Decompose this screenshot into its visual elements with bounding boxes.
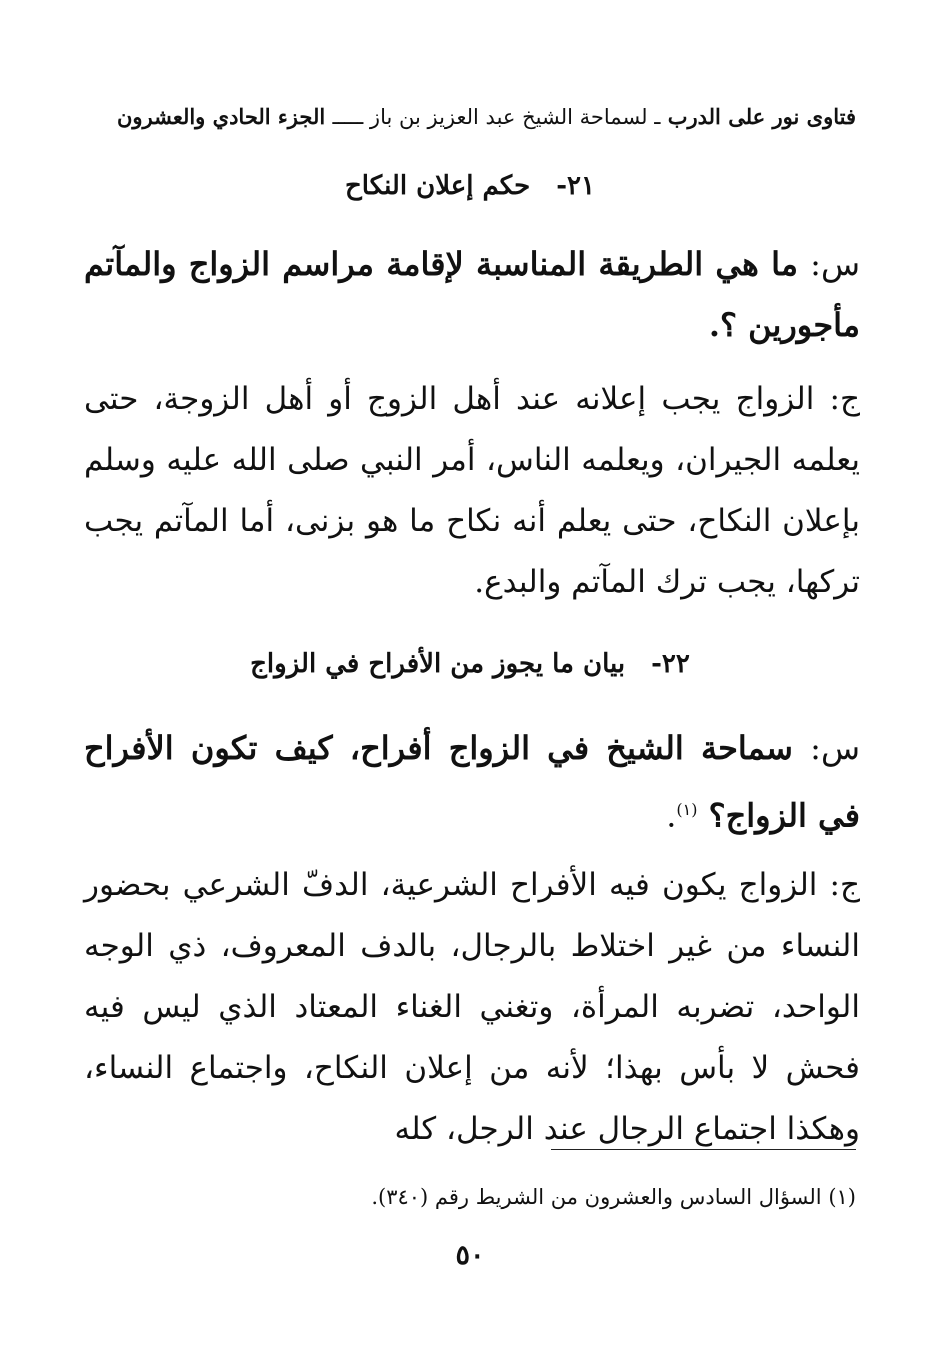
section-number: ٢١- (556, 171, 595, 201)
question-text: سماحة الشيخ في الزواج أفراح، كيف تكون الأفراح في الزواج؟ (84, 729, 860, 835)
section-heading (0, 644, 940, 684)
section-heading (0, 166, 940, 206)
question-end: . (666, 796, 677, 835)
answer-paragraph (84, 855, 860, 1160)
author-line: ـ لسماحة الشيخ عبد العزيز بن باز ـــــ (332, 105, 661, 129)
question-paragraph (84, 234, 860, 356)
question-label: س: (810, 729, 861, 767)
footnote-separator (551, 1149, 856, 1150)
answer-text: ج: الزواج يكون فيه الأفراح الشرعية، الدفّ الشرعي بحضور النساء من غير اختلاط بالرجال، بالدف المعروف، ذي الوجه الواحد، تضربه المرأة، وتغني الغناء المعتاد الذي ليس فيه فحش لا بأس بهذا؛ لأنه من إعلان النكاح، واجتماع النساء، وهكذا اجتماع الرجال عند الرجل، كله (84, 867, 860, 1147)
running-head (96, 102, 856, 132)
book-title: فتاوى نور على الدرب (667, 104, 856, 129)
page-number: ٥٠ (455, 1240, 485, 1271)
section-number: ٢٢- (651, 649, 690, 679)
volume-label: الجزء الحادي والعشرون (116, 104, 326, 129)
question-text: ما هي الطريقة المناسبة لإقامة مراسم الزواج والمآتم مأجورين ؟. (84, 245, 860, 344)
section-title: حكم إعلان النكاح (345, 171, 531, 201)
footnote: (١) السؤال السادس والعشرون من الشريط رقم (٣٤٠). (371, 1185, 856, 1209)
section-title: بيان ما يجوز من الأفراح في الزواج (250, 649, 626, 679)
answer-text: ج: الزواج يجب إعلانه عند أهل الزوج أو أهل الزوجة، حتى يعلمه الجيران، ويعلمه الناس، أمر النبي صلى الله عليه وسلم بإعلان النكاح، حتى يعلم أنه نكاح ما هو بزنى، أما المآتم يجب تركها، يجب ترك المآتم والبدع. (84, 381, 860, 600)
footnote-reference: (١) (676, 800, 698, 819)
question-label: س: (810, 245, 861, 283)
question-paragraph (84, 718, 860, 847)
answer-paragraph (84, 369, 860, 613)
